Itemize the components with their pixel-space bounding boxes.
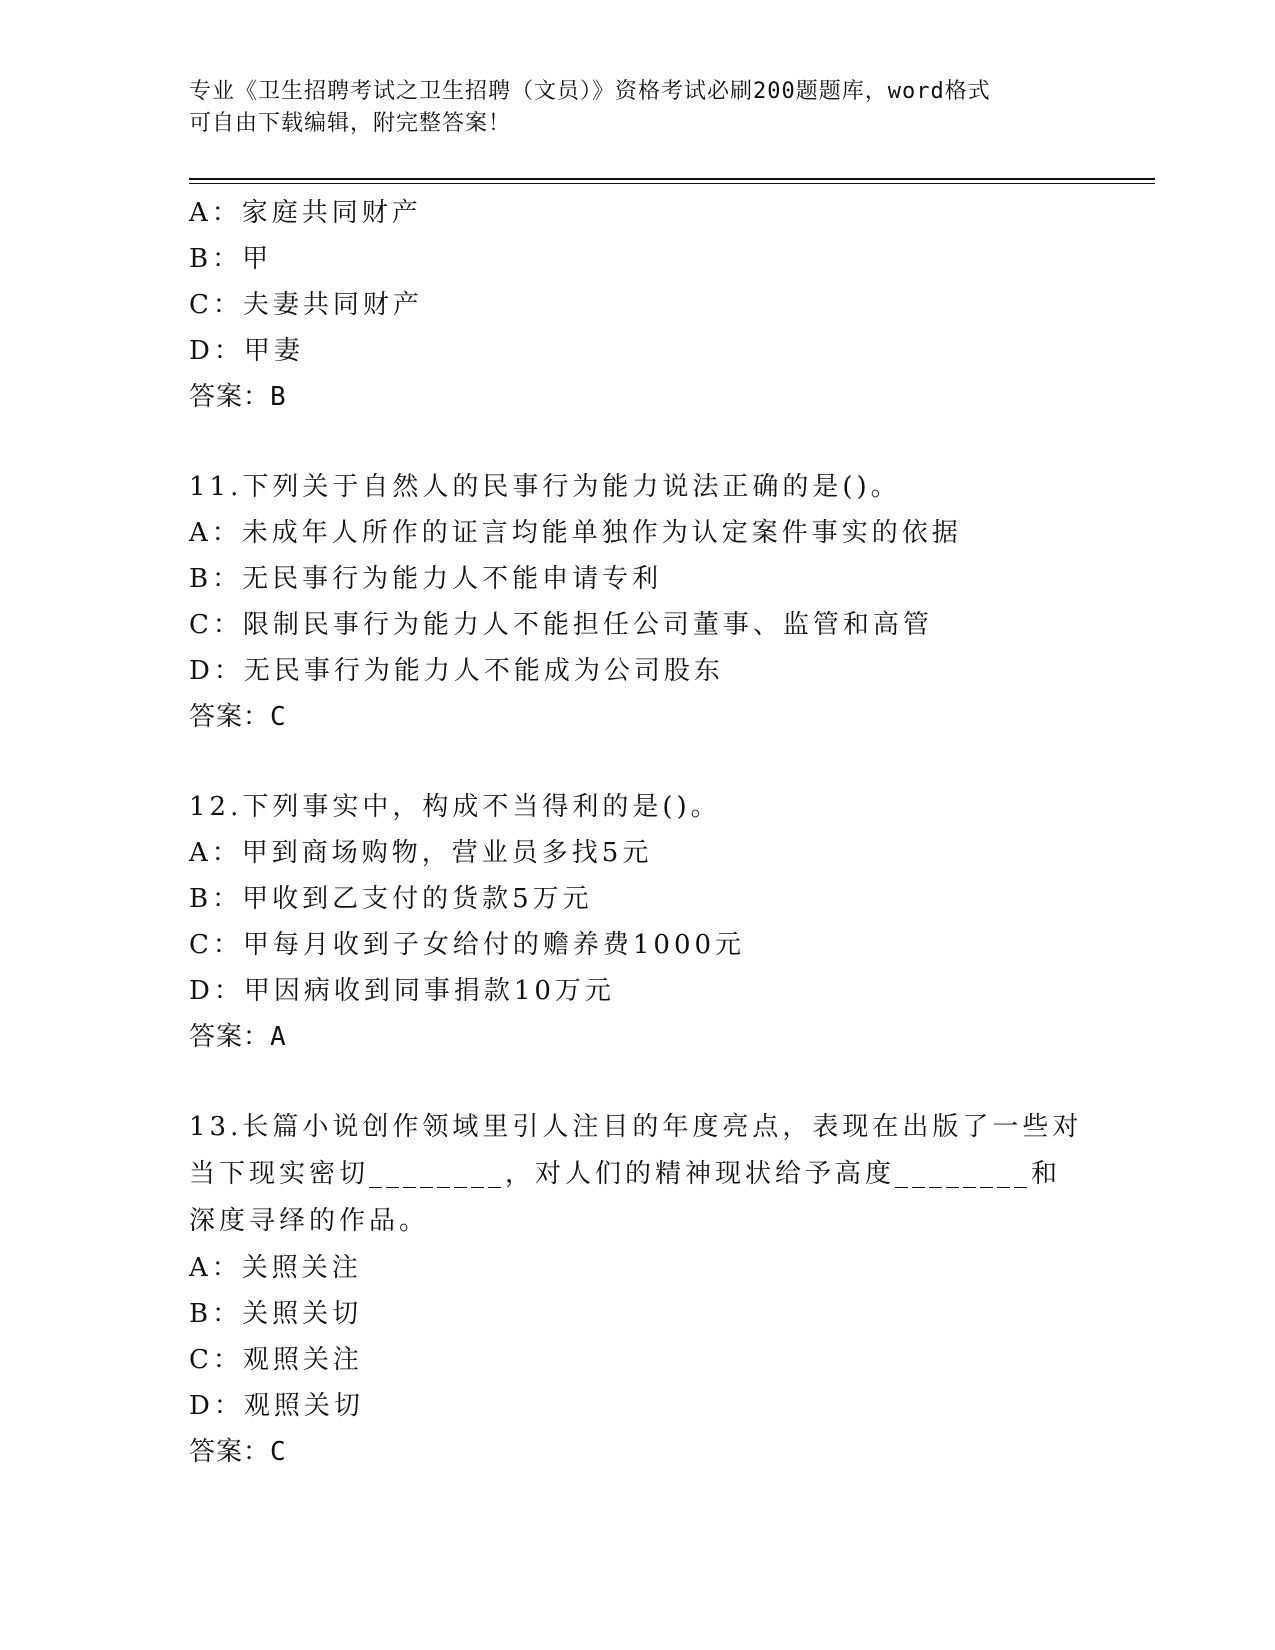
header-rule-thick: [189, 178, 1155, 180]
question-block: [189, 1104, 1089, 1475]
answer: 答案：A: [189, 1022, 287, 1052]
option-b: B：无民事行为能力人不能申请专利: [189, 564, 663, 594]
question-block: [189, 464, 1089, 740]
option-d: D：无民事行为能力人不能成为公司股东: [189, 656, 724, 686]
option-a: A：关照关注: [189, 1253, 362, 1283]
question-stem: 12.下列事实中，构成不当得利的是()。: [189, 792, 721, 822]
option-c: C：甲每月收到子女给付的赡养费1000元: [189, 930, 746, 960]
header-line-2: 可自由下载编辑，附完整答案！: [189, 111, 512, 136]
header-rule-thin: [189, 183, 1155, 184]
option-d: D：甲因病收到同事捐款10万元: [189, 976, 615, 1006]
answer: 答案：C: [189, 702, 287, 732]
option-b: B：甲收到乙支付的货款5万元: [189, 884, 593, 914]
option-d: D：观照关切: [189, 1391, 364, 1421]
option-c: C：限制民事行为能力人不能担任公司董事、监管和高管: [189, 610, 933, 640]
answer: 答案：B: [189, 382, 287, 412]
option-d: D：甲妻: [189, 336, 304, 366]
option-c: C：观照关注: [189, 1345, 363, 1375]
document-header: [189, 76, 1069, 140]
answer: 答案：C: [189, 1437, 287, 1467]
option-a: A：甲到商场购物，营业员多找5元: [189, 838, 653, 868]
question-block: [189, 190, 1089, 420]
option-b: B：甲: [189, 244, 273, 274]
option-a: A：未成年人所作的证言均能单独作为认定案件事实的依据: [189, 518, 962, 548]
question-block: [189, 784, 1089, 1060]
option-c: C：夫妻共同财产: [189, 290, 423, 320]
option-a: A：家庭共同财产: [189, 198, 422, 228]
header-line-1: 专业《卫生招聘考试之卫生招聘（文员）》资格考试必刷200题题库，word格式: [189, 79, 991, 104]
question-stem: 11.下列关于自然人的民事行为能力说法正确的是()。: [189, 472, 901, 502]
question-stem: 13.长篇小说创作领域里引人注目的年度亮点，表现在出版了一些对当下现实密切________，对人们的精神现状给予高度________和深度寻绎的作品。: [189, 1112, 1083, 1236]
question-list: [189, 190, 1089, 1475]
option-b: B：关照关切: [189, 1299, 363, 1329]
